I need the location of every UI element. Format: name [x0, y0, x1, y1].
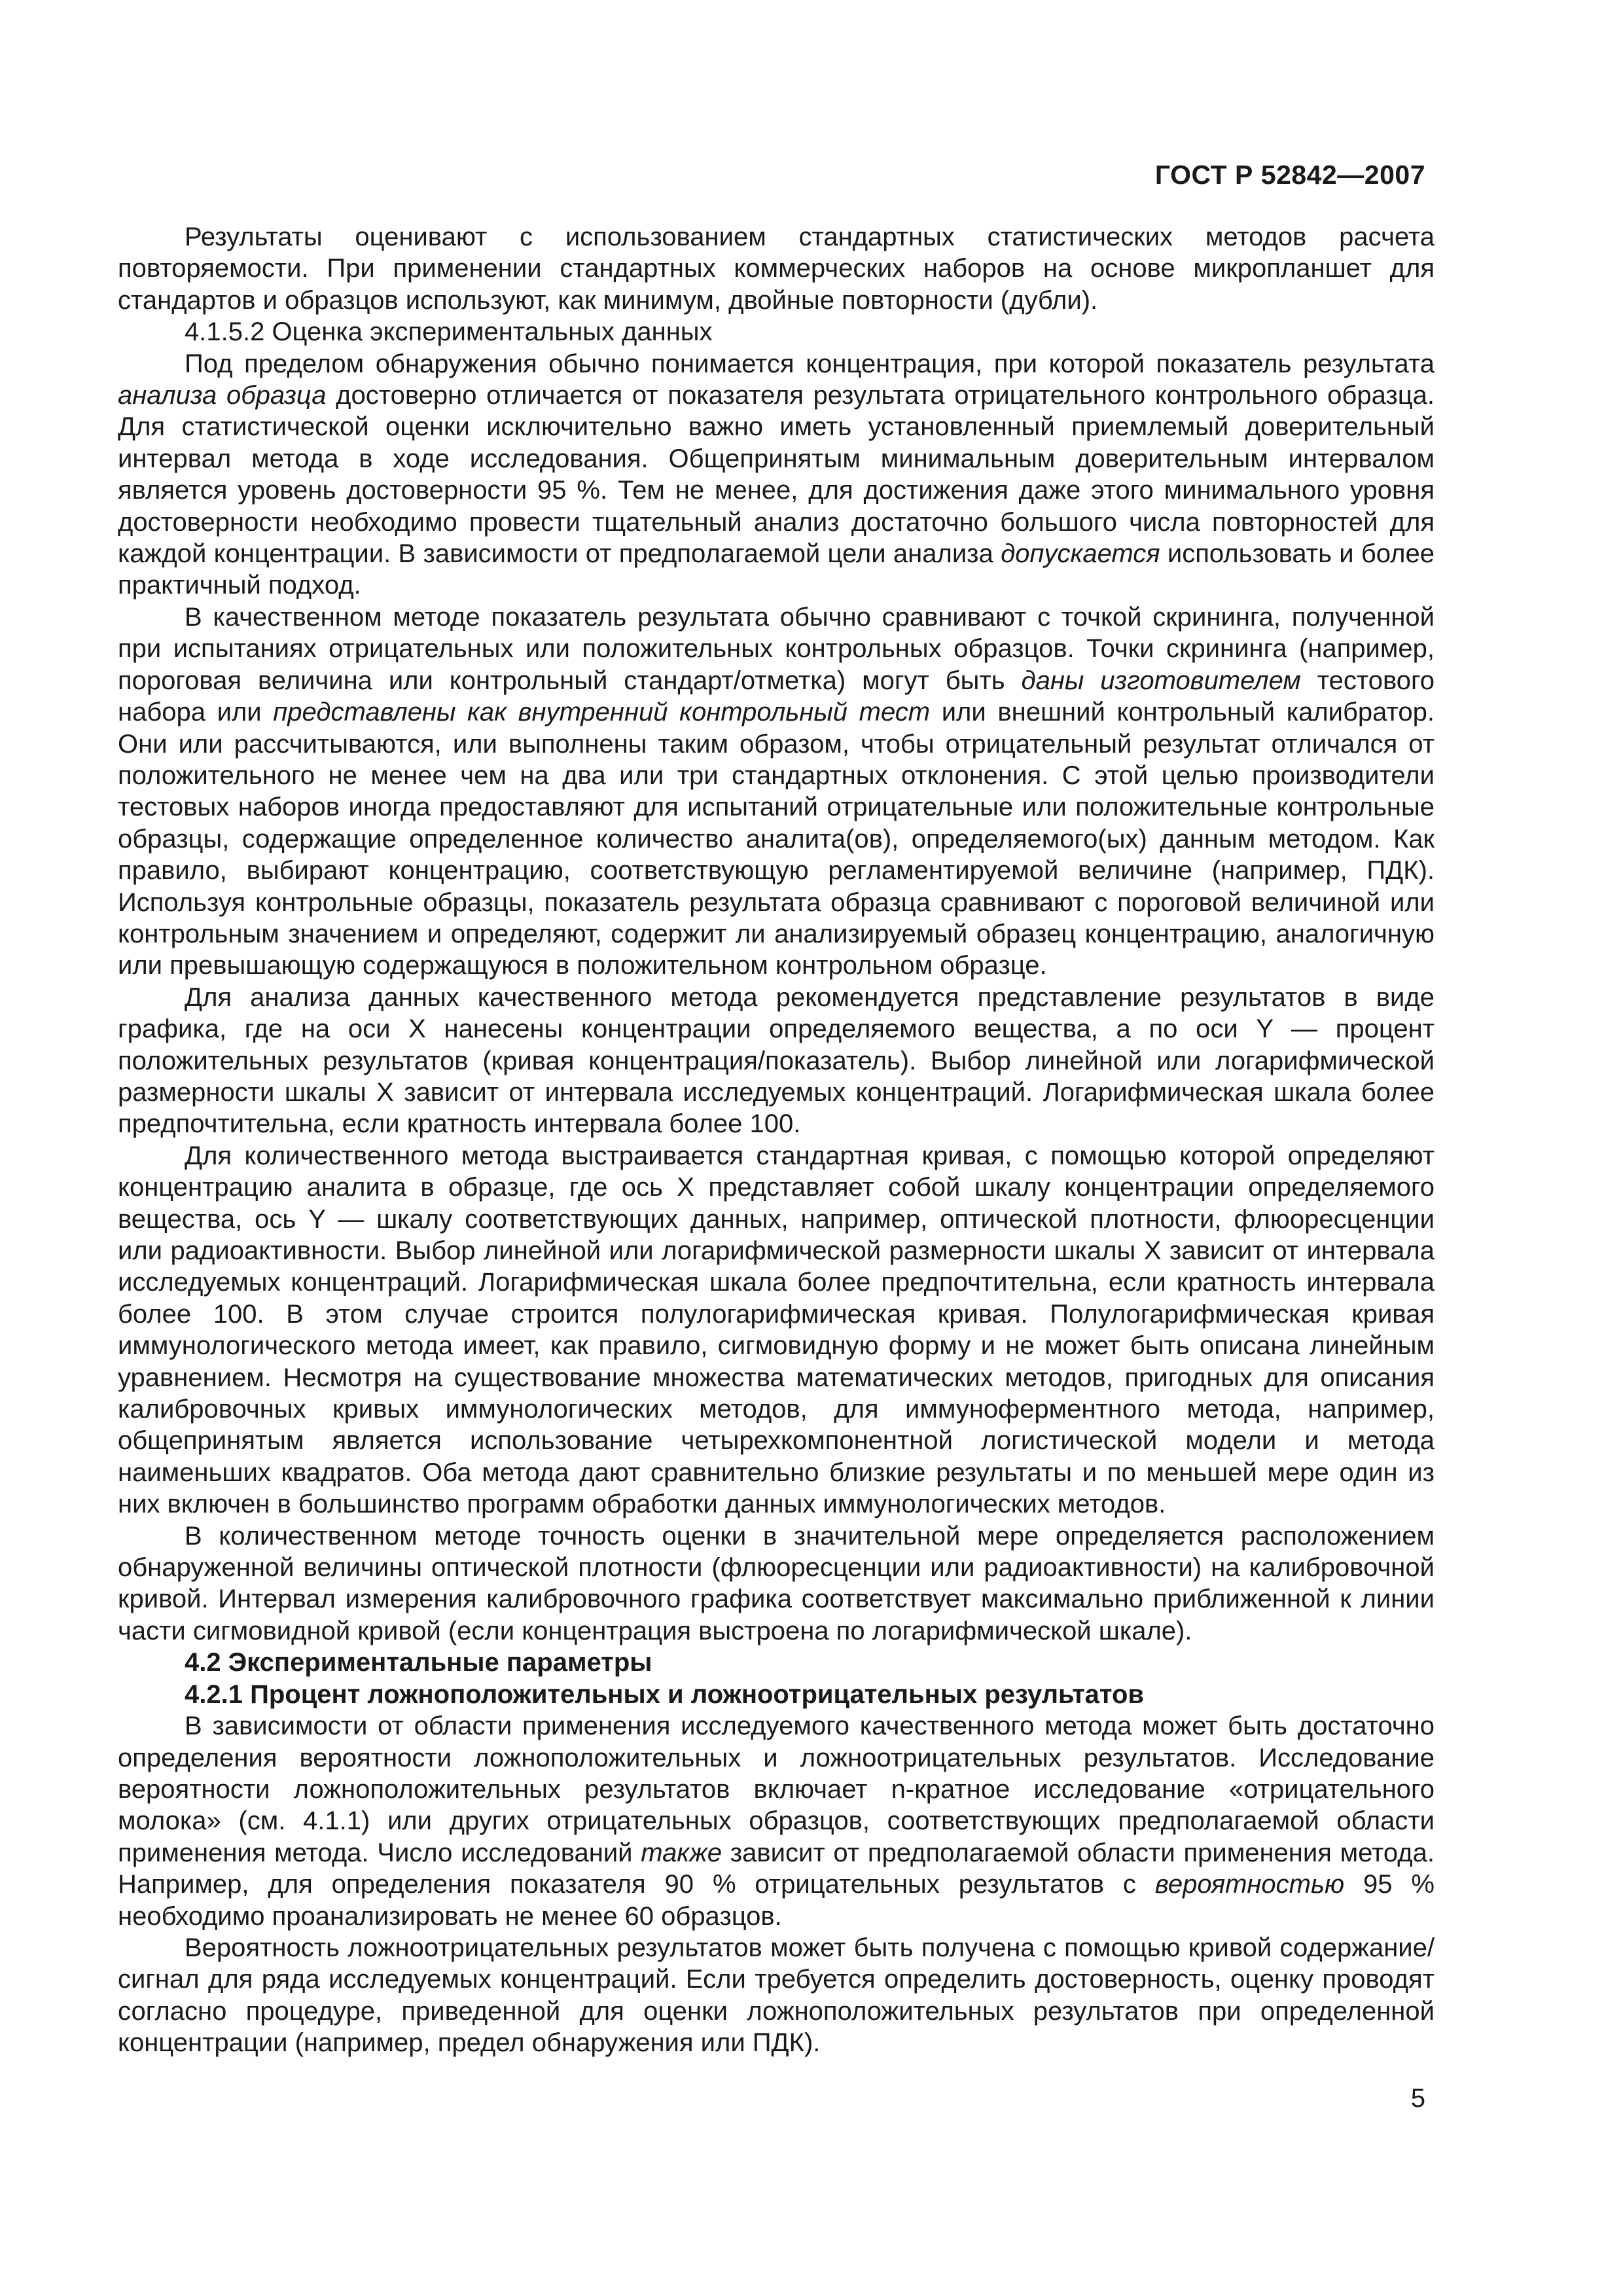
text-span: использовать и более практичный подход.: [118, 539, 1435, 600]
paragraph-qualitative-graph: Для анализа данных качественного метода рекомендуется представление результатов в виде графика, где на оси X нанесены концентрации определяемого вещества, а по оси Y — процент положительных результатов (кривая концентрация/показатель). Выбор линейной или логарифмической размерности шкалы X зависит от интервала исследуемых концентраций. Логарифмическая шкала более предпочтительна, если кратность интервала более 100.: [118, 982, 1435, 1139]
italic-span: вероятностью: [1154, 1870, 1345, 1899]
text-span: или внешний контрольный калибратор. Они или рассчитываются, или выполнены таким образом, чтобы отрицательный результат отличался от положительного не менее чем на два или три стандартных отклонения. С этой целью производители тестовых наборов иногда предоставляют для испытаний отрицательные или положительные контрольные образцы, содержащие определенное количество аналита(ов), определяемого(ых) данным методом. Как правило, выбирают концентрацию, соответствующую регламентируемой величине (например, ПДК). Используя контрольные образцы, показатель результата образца сравнивают с пороговой величиной или контрольным значением и определяют, содержит ли анализируемый образец концентрацию, аналогичную или превышающую содержащуюся в положительном контрольном образце.: [118, 698, 1435, 980]
italic-span: анализа образца: [118, 381, 327, 410]
text-span: тестового набора или: [118, 666, 1435, 727]
section-title-4-1-5-2: 4.1.5.2 Оценка экспериментальных данных: [185, 317, 713, 347]
section-heading-4-2: 4.2 Экспериментальные параметры: [185, 1648, 652, 1677]
text-span: 95 % необходимо проанализировать не менее 60 образцов.: [118, 1870, 1435, 1931]
paragraph-repeatability: Результаты оценивают с использованием стандартных статистических методов расчета повторяемости. При применении стандартных коммерческих наборов на основе микропланшет для стандартов и образцов используют, как минимум, двойные повторности (дубли).: [118, 223, 1435, 315]
italic-span: представлены как внутренний контрольный тест: [273, 698, 931, 727]
paragraph-false-negative: Вероятность ложноотрицательных результатов может быть получена с помощью кривой содержание/сигнал для ряда исследуемых концентраций. Если требуется определить достоверность, оценку проводят согласно процедуре, приведенной для оценки ложноположительных результатов при определенной концентрации (например, предел обнаружения или ПДК).: [118, 1933, 1435, 2058]
page-number: 5: [1410, 2084, 1425, 2113]
paragraph-false-positive: [118, 1710, 1435, 1932]
text-span: В качественном методе показатель результата обычно сравнивают с точкой скрининга, полученной при испытаниях отрицательных или положительных контрольных образцов. Точки скрининга (например, пороговая величина или контрольный стандарт/отметка) могут быть: [118, 602, 1435, 695]
paragraph-quantitative-curve: Для количественного метода выстраивается стандартная кривая, с помощью которой определяют концентрацию аналита в образце, где ось X представляет собой шкалу концентрации определяемого вещества, ось Y — шкалу соответствующих данных, например, оптической плотности, флюоресценции или радиоактивности. Выбор линейной или логарифмической размерности шкалы X зависит от интервала исследуемых концентраций. Логарифмическая шкала более предпочтительна, если кратность интервала более 100. В этом случае строится полулогарифмическая кривая. Полулогарифмическая кривая иммунологического метода имеет, как правило, сигмовидную форму и не может быть описана линейным уравнением. Несмотря на существование множества математических методов, пригодных для описания калибровочных кривых иммунологических методов, для иммуноферментного метода, например, общепринятым является использование четырехкомпонентной логистической модели и метода наименьших квадратов. Оба метода дают сравнительно близкие результаты и по меньшей мере один из них включен в большинство программ обработки данных иммунологических методов.: [118, 1141, 1435, 1519]
paragraph-screening-point: [118, 601, 1435, 982]
text-span: Под пределом обнаружения обычно понимается концентрация, при которой показатель результата: [185, 349, 1435, 378]
document-body: [118, 221, 1435, 2059]
text-span: зависит от предполагаемой области применения метода. Например, для определения показателя 90 % отрицательных результатов с: [118, 1838, 1435, 1899]
paragraph-detection-limit: [118, 348, 1435, 601]
italic-span: также: [641, 1838, 722, 1867]
italic-span: допускается: [1001, 539, 1160, 569]
text-span: В зависимости от области применения исследуемого качественного метода может быть достаточно определения вероятности ложноположительных и ложноотрицательных результатов. Исследование вероятности ложноположительных результатов включает n-кратное исследование «отрицательного молока» (см. 4.1.1) или других отрицательных образцов, соответствующих предполагаемой области применения метода. Число исследований: [118, 1712, 1435, 1867]
document-header: ГОСТ Р 52842—2007: [1154, 160, 1425, 190]
text-span: достоверно отличается от показателя результата отрицательного контрольного образца. Для статистической оценки исключительно важно иметь установленный приемлемый доверительный интервал метода в ходе исследования. Общепринятым минимальным доверительным интервалом является уровень достоверности 95 %. Тем не менее, для достижения даже этого минимального уровня достоверности необходимо провести тщательный анализ достаточно большого числа повторностей для каждой концентрации. В зависимости от предполагаемой цели анализа: [118, 381, 1435, 569]
paragraph-accuracy: В количественном методе точность оценки в значительной мере определяется расположением обнаруженной величины оптической плотности (флюоресценции или радиоактивности) на калибровочной кривой. Интервал измерения калибровочного графика соответствует максимально приближенной к линии части сигмовидной кривой (если концентрация выстроена по логарифмической шкале).: [118, 1521, 1435, 1645]
italic-span: даны изготовителем: [1021, 666, 1301, 695]
section-heading-4-2-1: 4.2.1 Процент ложноположительных и ложноотрицательных результатов: [185, 1679, 1145, 1709]
